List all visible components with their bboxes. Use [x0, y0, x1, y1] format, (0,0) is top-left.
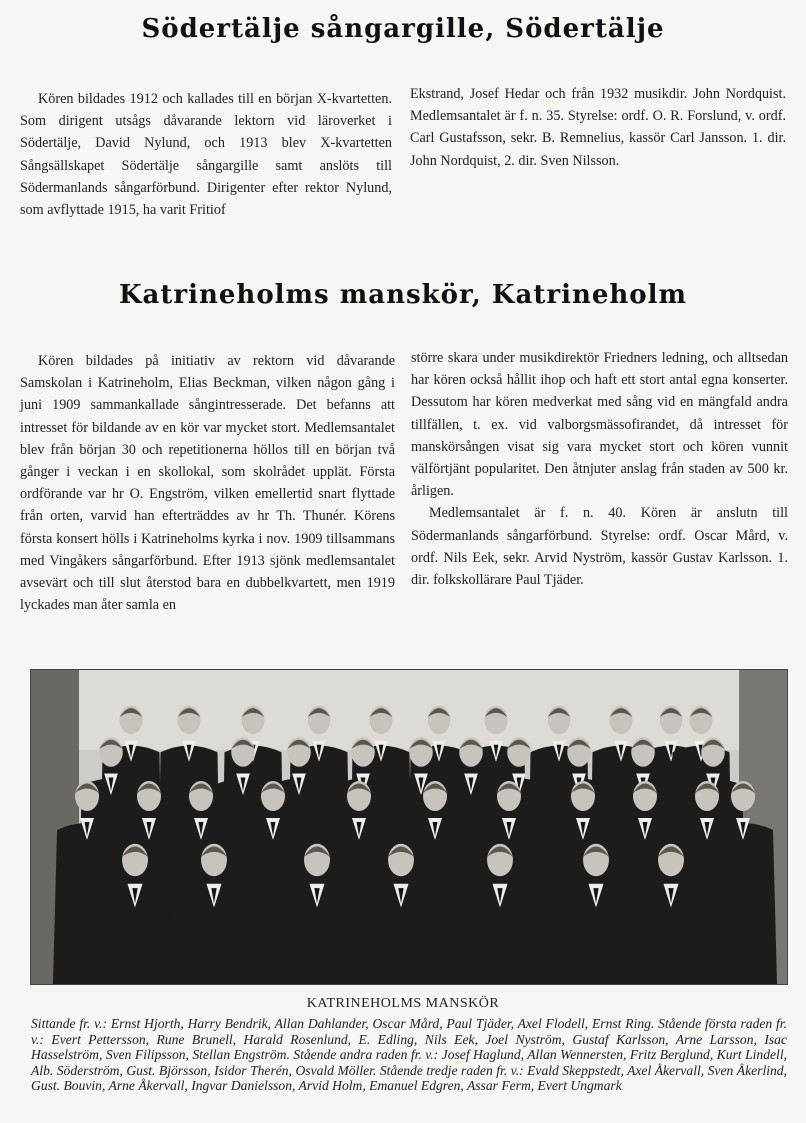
section2-left-column — [20, 350, 395, 616]
choir-photograph-drawing — [31, 670, 787, 984]
photo-caption-title: KATRINEHOLMS MANSKÖR — [306, 996, 500, 1011]
section1-left-column — [20, 88, 392, 221]
section2-right-text-1: större skara under musikdirektör Friedners ledning, och alltsedan har kören också hållit ihop och haft ett stort antal egna konserter. Dessutom har kören medverkat med sång vid en mängfald andra tillfällen, t. ex. vid valborgsmässofirandet, då intresset för manskörsången visat sig vara mycket stort och kören vunnit välförtjänt popularitet. Den åtnjuter anslag från staden av 500 kr. årligen. — [411, 350, 788, 500]
section1-title: Södertälje sångargille, Södertälje — [141, 14, 665, 44]
section1-left-text: Kören bildades 1912 och kallades till en början X-kvartetten. Som dirigent utsågs dåvarande lektorn vid läroverket i Södertälje, David Nylund, och 1913 blev X-kvartetten Sångsällskapet Södertälje sångargille samt anslöts till Södermanlands sångarförbund. Dirigenter efter rektor Nylund, som avflyttade 1915, ha varit Fritiof — [20, 91, 392, 219]
choir-photograph — [30, 669, 788, 985]
section1-right-text: Ekstrand, Josef Hedar och från 1932 musikdir. John Nordquist. Medlemsantalet är f. n. 35. Styrelse: ordf. O. R. Forslund, v. ordf. Carl Gustafsson, sekr. B. Remnelius, kassör Carl Jansson. 1. dir. John Nordquist, 2. dir. Sven Nilsson. — [410, 86, 786, 169]
section2-left-text: Kören bildades på initiativ av rektorn vid dåvarande Samskolan i Katrineholm, Elias Beckman, vilken någon gång i juni 1909 sammankallade sångintresserade. Det befanns att intresset för bildande av en kör var mycket stort. Medlemsantalet blev från början 30 och repetitionerna höllos till en början två gånger i veckan i en skollokal, som skolrådet upplät. Första ordförande var hr O. Engström, vilken emellertid snart flyttade från orten, varvid han efterträddes av hr Th. Thunér. Körens första konsert hölls i Katrineholms kyrka i nov. 1909 tillsammans med Vingåkers sångarförbund. Efter 1913 sjönk medlemsantalet avsevärt och till slut återstod bara en dubbelkvartett, men 1919 lyckades man åter samla en — [20, 353, 395, 614]
section2-title: Katrineholms manskör, Katrineholm — [118, 280, 688, 310]
section2-right-column — [411, 347, 788, 591]
photo-caption-text: Sittande fr. v.: Ernst Hjorth, Harry Bendrik, Allan Dahlander, Oscar Mård, Paul Tjäder, Axel Flodell, Ernst Ring. Stående första raden fr. v.: Evert Pettersson, Rune Brunell, Harald Rosenlund, E. Edling, Nils Eek, Joel Nyström, Gustaf Karlsson, Arne Larsson, Isac Hasselström, Sven Filipsson, Stellan Engström. Stående andra raden fr. v.: Josef Haglund, Allan Wennersten, Fritz Berglund, Kurt Lindell, Alb. Söderström, Gust. Björsson, Isidor Therén, Osvald Möller. Stående tredje raden fr. v.: Evald Skeppstedt, Axel Åkervall, Sven Åkerlind, Gust. Bouvin, Arne Åkervall, Ingvar Danielsson, Arvid Holm, Emanuel Edgren, Assar Ferm, Evert Ungmark — [31, 1016, 787, 1094]
section1-right-column — [410, 83, 786, 172]
section2-right-text-2: Medlemsantalet är f. n. 40. Kören är anslutn till Södermanlands sångarförbund. Styrelse: ordf. Oscar Mård, v. ordf. Nils Eek, sekr. Arvid Nyström, kassör Gustav Karlsson. 1. dir. folkskollärare Paul Tjäder. — [411, 505, 788, 589]
